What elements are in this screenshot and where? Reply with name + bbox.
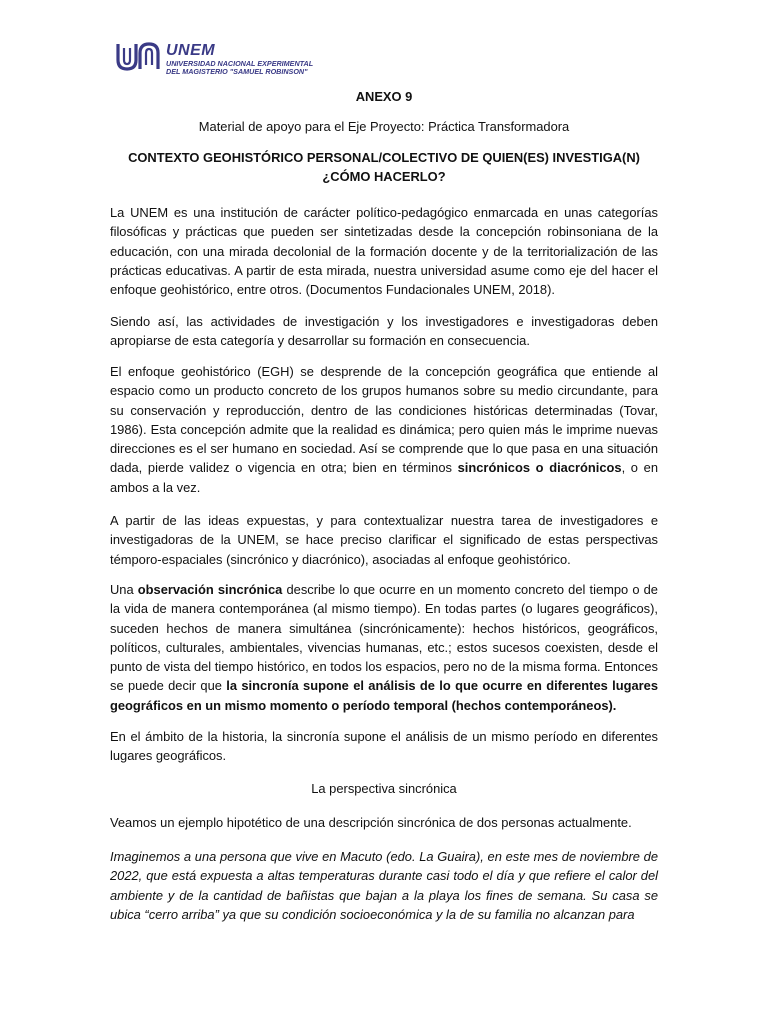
heading-line-1: CONTEXTO GEOHISTÓRICO PERSONAL/COLECTIVO DE QUIEN(ES) INVESTIGA(N): [128, 150, 640, 165]
paragraph-3-bold: sincrónicos o diacrónicos: [457, 460, 622, 476]
paragraph-8: Imaginemos a una persona que vive en Macuto (edo. La Guaira), en este mes de noviembre de 2022, que está expuesta a altas temperaturas durante casi todo el día y que refiere el calor del ambiente y de la cantidad de bañistas que bajan a la playa los fines de semana. Su casa se ubica “cerro arriba” ya que su condición socioeconómica y la de su familia no alcanzan para: [110, 849, 658, 922]
logo-subtitle-line1: UNIVERSIDAD NACIONAL EXPERIMENTAL: [166, 59, 314, 68]
paragraph-4: A partir de las ideas expuestas, y para contextualizar nuestra tarea de investigadores e investigadoras de la UNEM, se hace preciso clarificar el significado de estas perspectivas témporo-espaciales (sincrónico y diacrónico), asociadas al enfoque geohistórico.: [110, 513, 658, 567]
document-heading: [110, 148, 658, 187]
paragraph-3-text-b: , o en ambos a la vez.: [110, 460, 658, 495]
paragraph-1: La UNEM es una institución de carácter político-pedagógico enmarcada en unas categorías filosóficas y prácticas que pueden ser sintetizadas desde la concepción robinsoniana de la educación, con una mirada decolonial de la formación docente y de la territorialización de las prácticas educativas. A partir de esta mirada, nuestra universidad asume como eje del hacer el enfoque geohistórico, entre otros. (Documentos Fundacionales UNEM, 2018).: [110, 205, 658, 298]
paragraph-5: [110, 580, 658, 715]
paragraph-2: Siendo así, las actividades de investigación y los investigadores e investigadoras deben apropiarse de esta categoría y desarrollar su formación en consecuencia.: [110, 314, 658, 349]
logo-subtitle-line2: DEL MAGISTERIO "SAMUEL ROBINSON": [166, 67, 308, 76]
paragraph-6: En el ámbito de la historia, la sincronía supone el análisis de un mismo período en diferentes lugares geográficos.: [110, 729, 658, 764]
section-title: La perspectiva sincrónica: [311, 781, 457, 796]
logo-title: UNEM: [166, 42, 216, 59]
unem-logo: [116, 42, 356, 76]
paragraph-7: Veamos un ejemplo hipotético de una descripción sincrónica de dos personas actualmente.: [110, 815, 632, 830]
heading-line-2: ¿CÓMO HACERLO?: [322, 169, 446, 185]
paragraph-5-bold-2: la sincronía supone el análisis de lo que ocurre en diferentes lugares geográficos en un mismo momento o período temporal (hechos contemporáneos).: [110, 678, 658, 713]
paragraph-5-text-a: Una: [110, 582, 138, 597]
document-title: ANEXO 9: [355, 89, 413, 104]
paragraph-3-text-a: El enfoque geohistórico (EGH) se desprende de la concepción geográfica que entiende al espacio como un producto concreto de los grupos humanos sobre su medio circundante, para su conservación y reproducción, dentro de las condiciones históricas determinadas (Tovar, 1986). Esta concepción admite que la realidad es dinámica; pero quien más le imprime nuevas direcciones es el ser humano en sociedad. Así se comprende que lo que pasa en una situación dada, pierde validez o vigencia en otra; bien en términos: [110, 364, 658, 476]
paragraph-3: [110, 362, 658, 497]
document-subtitle: Material de apoyo para el Eje Proyecto: Práctica Transformadora: [198, 119, 570, 134]
paragraph-5-bold-1: observación sincrónica: [137, 582, 283, 597]
unem-logo-icon: [116, 42, 162, 72]
paragraph-5-text-b: describe lo que ocurre en un momento concreto del tiempo o de la vida de manera contemporánea (al mismo tiempo). En todas partes (o lugares geográficos), suceden hechos de manera simultánea (sincrónicamente): hechos históricos, geográficos, políticos, culturales, ambientales, vivencias humanas, etc.; estos sucesos coexisten, desde el punto de vista del tiempo histórico, en todos los espacios, pero no de la misma forma. Entonces se puede decir que: [110, 582, 658, 694]
